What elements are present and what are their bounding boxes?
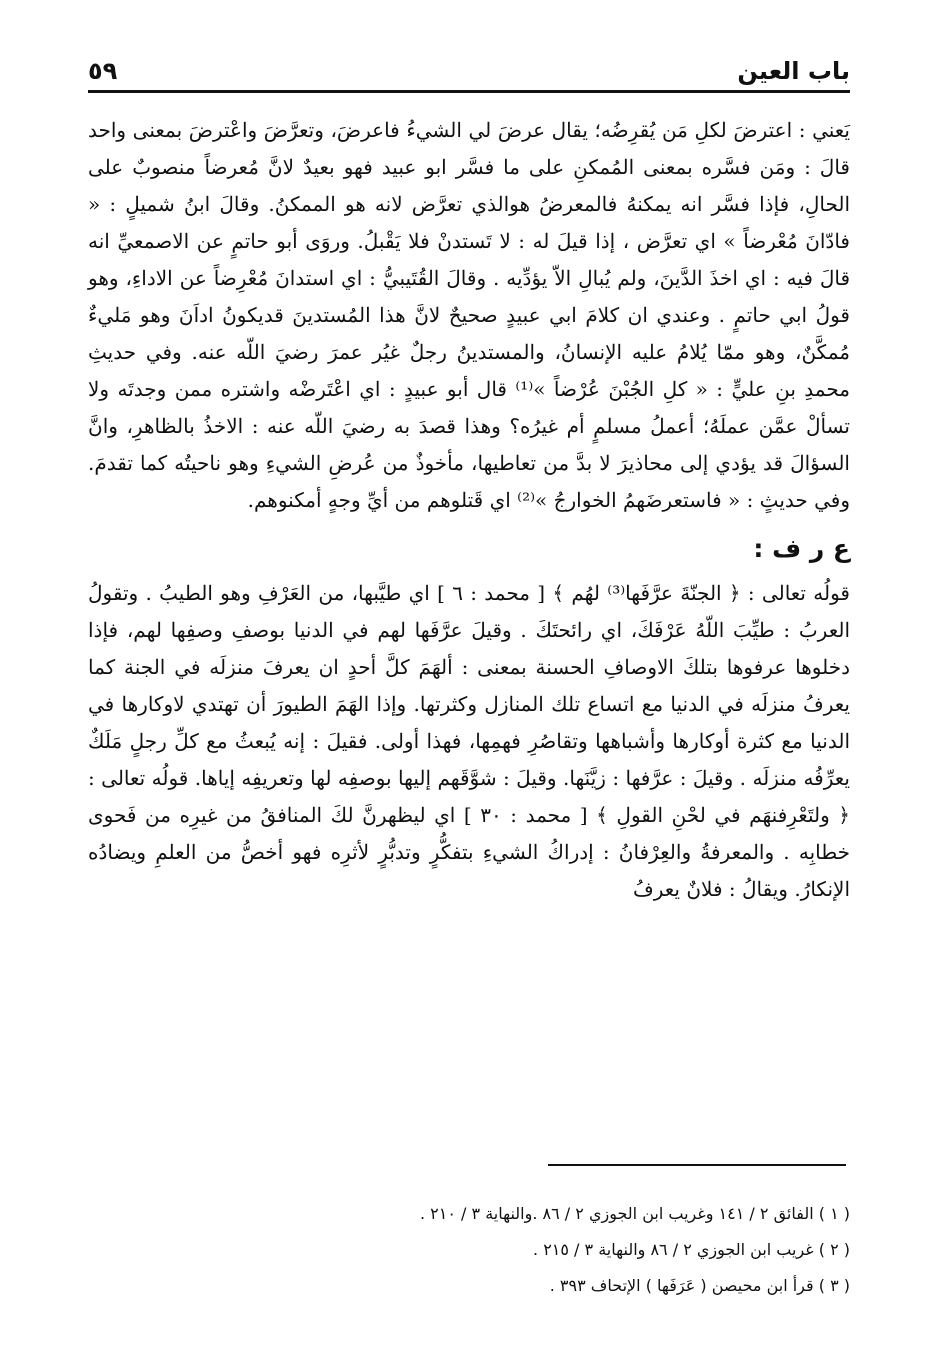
paragraph-arad: يَعني : اعترضَ لكلِ مَن يُقرِضُه؛ يقال عرضَ لي الشيءُ فاعرضَ، وتعرَّضَ واعْترضَ بمعنى واحد قالَ : ومَن فسَّره بمعنى المُمكنِ على ما فسَّر ابو عبيد فهو بعيدٌ لانَّ مُعرضاً منصوبٌ على الحالِ، فإذا فسَّر انه يمكنهُ فالمعرضُ هوالذي تعرَّض لانه هو الممكنُ. وقالَ ابنُ شميلٍ : « فادّانَ مُعْرضاً » اي تعرَّض ، إذا قيلَ له : لا تَستدنْ فلا يَقْبلُ. وروَى أبو حاتمٍ عن الاصمعيِّ انه قالَ فيه : اي اخذَ الدَّينَ، ولم يُبالِ الاّ يؤدِّيه . وقالَ القُتَيبيُّ : اي استدانَ مُعْرِضاً عن الاداءِ، وهو قولُ ابي حاتمٍ . وعندي ان كلامَ ابي عبيدٍ صحيحٌ لانَّ هذا المُستدينَ قديكونُ اداَنَ وهو مَليءٌ مُمكَّنٌ، وهو ممّا يُلامُ عليه الإنسانُ، والمستدينُ رجلٌ غيُر عمرَ رضيَ اللّه عنه. وفي حديثِ محمدِ بنِ عليٍّ : « كلِ الجُبْنَ عُرْضاً »⁽¹⁾ قال أبو عبيدٍ : اي اعْتَرضْه واشتره ممن وجدتَه ولا تسألْ عمَّن عملَهُ؛ أعملُ مسلمٍ أم غيرُه؟ وهذا قصدَ به رضيَ اللّه عنه : الاخذُ بالظاهرِ، وانَّ السؤالَ قد يؤدي إلى محاذيرَ لا بدَّ من تعاطيها، مأخوذٌ من عُرضِ الشيءِ وهو ناحيتُه كما تقدمَ. وفي حديثٍ : « فاستعرضَهمُ الخوارجُ »⁽²⁾ اي قَتلوهم من أيِّ وجهٍ أمكنوهم.: [88, 118, 850, 512]
footnote-1: ( ١ ) الفائق ٢ / ١٤١ وغريب ابن الجوزي ٢ / ٨٦ .والنهاية ٣ / ٢١٠ .: [420, 1204, 850, 1223]
body-text: [88, 112, 850, 908]
chapter-title: باب العين: [737, 57, 850, 85]
footnote-3: ( ٣ ) قرأ ابن محيصن ( عَرَفَها ) الإتحاف ٣٩٣ .: [549, 1276, 850, 1295]
page-header: [88, 52, 850, 92]
entry-heading-ayn-ra-fa: ع ر ف :: [753, 534, 850, 563]
footnote-2: ( ٢ ) غريب ابن الجوزي ٢ / ٨٦ والنهاية ٣ / ٢١٥ .: [533, 1240, 850, 1259]
footnote-rule: [548, 1164, 846, 1166]
footnotes: [88, 1196, 850, 1304]
header-rule: [88, 90, 850, 93]
page-number: ٥٩: [88, 57, 118, 85]
paragraph-arafa: قولُه تعالى : ﴿ الجنّةَ عرَّفَها⁽³⁾ لهُم ﴾ [ محمد : ٦ ] اي طيَّبها، من العَرْفِ وهو الطيبُ . وتقولُ العربُ : طيِّبَ اللّهُ عَرْفَكَ، اي رائحتَكَ . وقيلَ عرَّفَها لهم في الدنيا بوصفِ وصفِها لهم، فإذا دخلوها عرفوها بتلكَ الاوصافِ الحسنة بمعنى : ألهَمَ كلَّ أحدٍ ان يعرفَ منزلَه في الجنة كما يعرفُ منزلَه في الدنيا مع اتساع تلك المنازل وكثرتها. وإذا الهَمَ الطيورَ أن تهتدي لاوكارها في الدنيا مع كثرة أوكارها وأشباهها وتقاصُرِ فهمِها، فهذا أولى. فقيلَ : إنه يُبعثُ مع كلِّ رجلٍ مَلَكٌ يعرِّفُه منزلَه . وقيلَ : عرَّفها : زيَّنَها. وقيلَ : شوَّقَهم إليها بوصفِه لها وتعريفِه إياها. قولُه تعالى : ﴿ ولتَعْرِفنهَم في لحْنِ القولِ ﴾ [ محمد : ٣٠ ] اي ليظهرنَّ لكَ المنافقُ من غيرِه من فَحوى خطابِه . والمعرفةُ والعِرْفانُ : إدراكُ الشيءِ بتفكُّرٍ وتدبُّرٍ لأثرِه فهو أخصُّ من العلمِ ويضادُه الإنكارُ. ويقالُ : فلانٌ يعرفُ: [88, 581, 850, 901]
